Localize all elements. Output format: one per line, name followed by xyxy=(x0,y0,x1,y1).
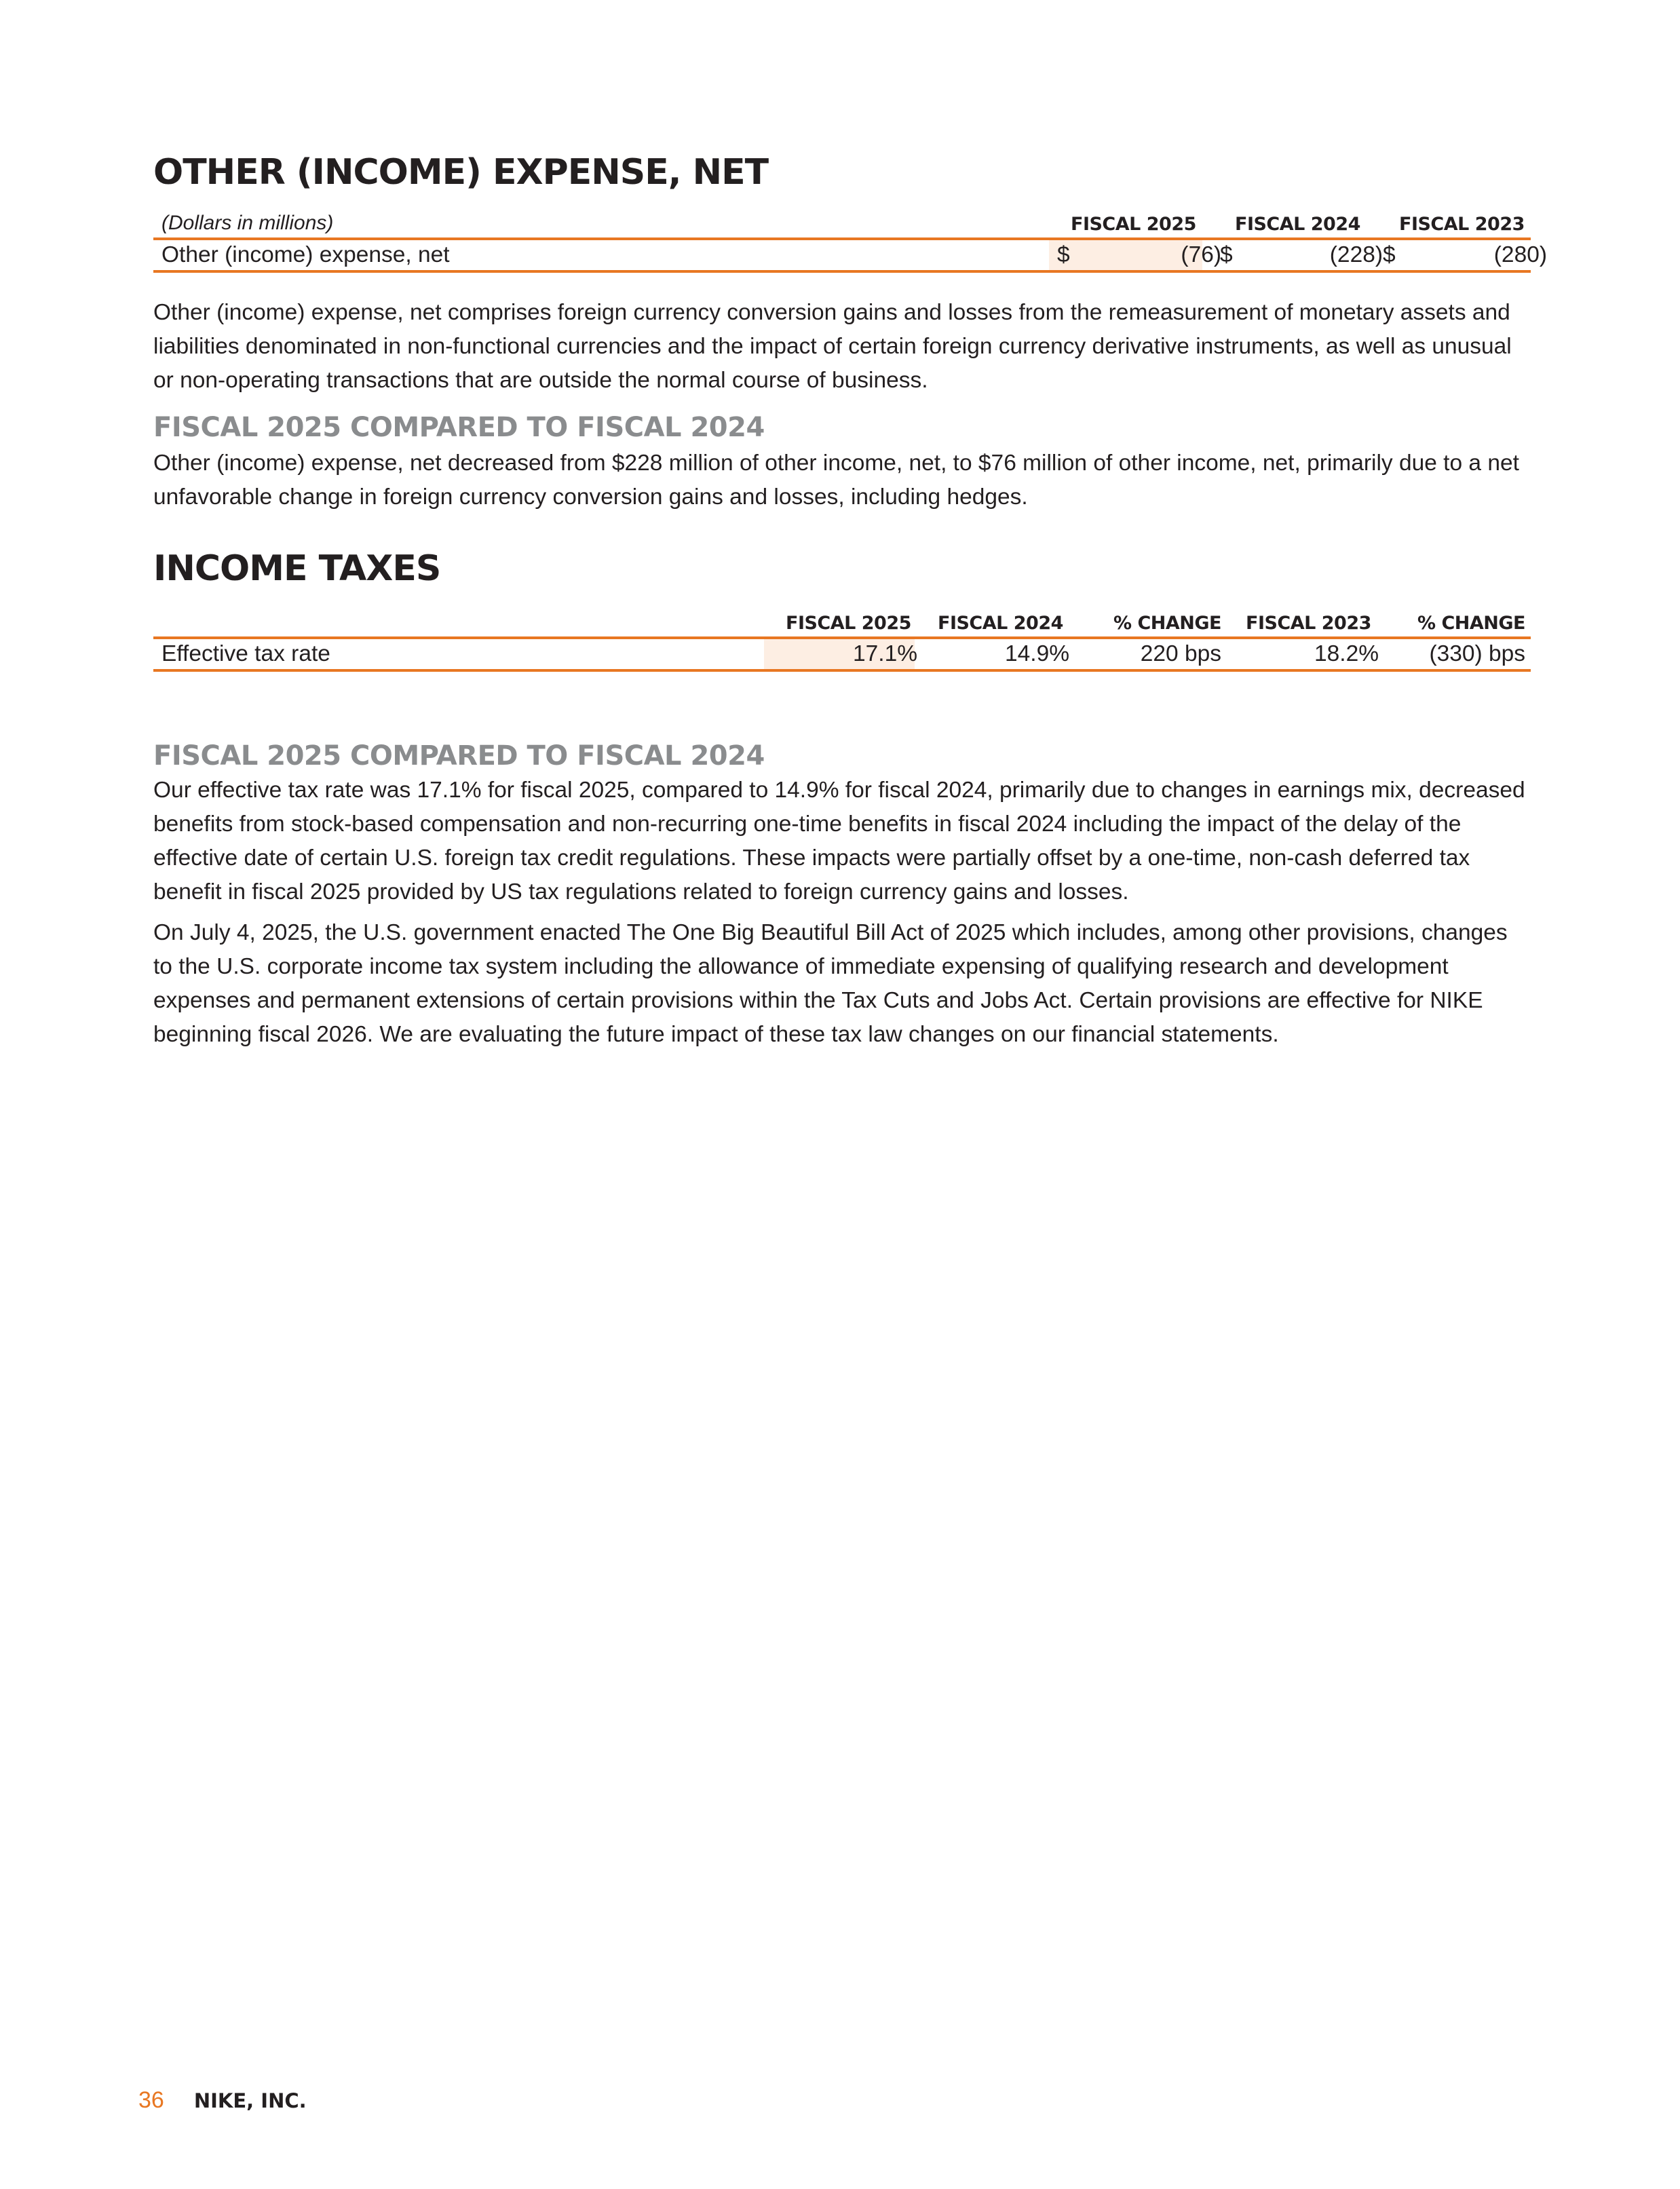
row-label: Other (income) expense, net xyxy=(161,242,450,267)
page-number: 36 xyxy=(138,2087,164,2113)
table-row xyxy=(153,237,1547,273)
column-header-percent-change-1: % CHANGE xyxy=(1113,613,1221,634)
value-fiscal-2023: 18.2% xyxy=(1314,641,1379,666)
table-caption: (Dollars in millions) xyxy=(161,212,334,234)
column-header-fiscal-2023: FISCAL 2023 xyxy=(1246,613,1371,634)
table-header-row xyxy=(153,212,1531,237)
page-footer xyxy=(138,2087,307,2114)
value-fiscal-2023: (280) xyxy=(1493,242,1547,267)
column-header-percent-change-2: % CHANGE xyxy=(1417,613,1525,634)
company-name: NIKE, INC. xyxy=(193,2089,307,2112)
column-header-fiscal-2024: FISCAL 2024 xyxy=(1235,214,1360,235)
other-income-expense-table xyxy=(153,212,1547,273)
section-title-income-taxes: INCOME TAXES xyxy=(153,548,441,589)
income-taxes-table xyxy=(153,611,1531,672)
value-fiscal-2024: 14.9% xyxy=(1005,641,1069,666)
column-header-fiscal-2024: FISCAL 2024 xyxy=(938,613,1063,634)
currency-symbol-2023: $ xyxy=(1383,242,1396,267)
currency-symbol-2025: $ xyxy=(1057,242,1070,267)
income-taxes-legislation: On July 4, 2025, the U.S. government enacted The One Big Beautiful Bill Act of 2025 which includes, among other provisions, changes to the U.S. corporate income tax system including the allowance of immediate expensing of qualifying research and development expenses and permanent extensions of certain provisions within the Tax Cuts and Jobs Act. Certain provisions are effective for NIKE beginning fiscal 2026. We are evaluating the future impact of these tax law changes on our financial statements. xyxy=(153,920,1508,1047)
current-year-highlight xyxy=(1049,240,1202,270)
column-header-fiscal-2025: FISCAL 2025 xyxy=(786,613,911,634)
value-percent-change-1: 220 bps xyxy=(1140,641,1221,666)
table-header-row xyxy=(153,611,1531,636)
row-label: Effective tax rate xyxy=(161,641,330,666)
value-percent-change-2: (330) bps xyxy=(1429,641,1525,666)
other-income-expense-description: Other (income) expense, net comprises foreign currency conversion gains and losses from the remeasurement of monetary assets and liabilities denominated in non-functional currencies and the impact of certain foreign currency derivative instruments, as well as unusual or non-operating transactions that are outside the normal course of business. xyxy=(153,300,1512,393)
subheading-fiscal-comparison-1: FISCAL 2025 COMPARED TO FISCAL 2024 xyxy=(153,412,765,443)
other-income-expense-comparison: Other (income) expense, net decreased from $228 million of other income, net, to $76 million of other income, net, primarily due to a net unfavorable change in foreign currency conversion gains and losses, including hedges. xyxy=(153,451,1519,510)
income-taxes-comparison: Our effective tax rate was 17.1% for fiscal 2025, compared to 14.9% for fiscal 2024, primarily due to changes in earnings mix, decreased benefits from stock-based compensation and non-recurring one-time benefits in fiscal 2024 including the impact of the delay of the effective date of certain U.S. foreign tax credit regulations. These impacts were partially offset by a one-time, non-cash deferred tax benefit in fiscal 2025 provided by US tax regulations related to foreign currency gains and losses. xyxy=(153,778,1525,905)
section-title-other-income-expense: OTHER (INCOME) EXPENSE, NET xyxy=(153,152,769,193)
value-fiscal-2025: 17.1% xyxy=(853,641,917,666)
column-header-fiscal-2025: FISCAL 2025 xyxy=(1071,214,1196,235)
currency-symbol-2024: $ xyxy=(1220,242,1233,267)
value-fiscal-2025: (76) xyxy=(1181,242,1221,267)
table-row xyxy=(153,636,1531,672)
value-fiscal-2024: (228) xyxy=(1329,242,1383,267)
subheading-fiscal-comparison-2: FISCAL 2025 COMPARED TO FISCAL 2024 xyxy=(153,740,765,772)
column-header-fiscal-2023: FISCAL 2023 xyxy=(1399,214,1525,235)
